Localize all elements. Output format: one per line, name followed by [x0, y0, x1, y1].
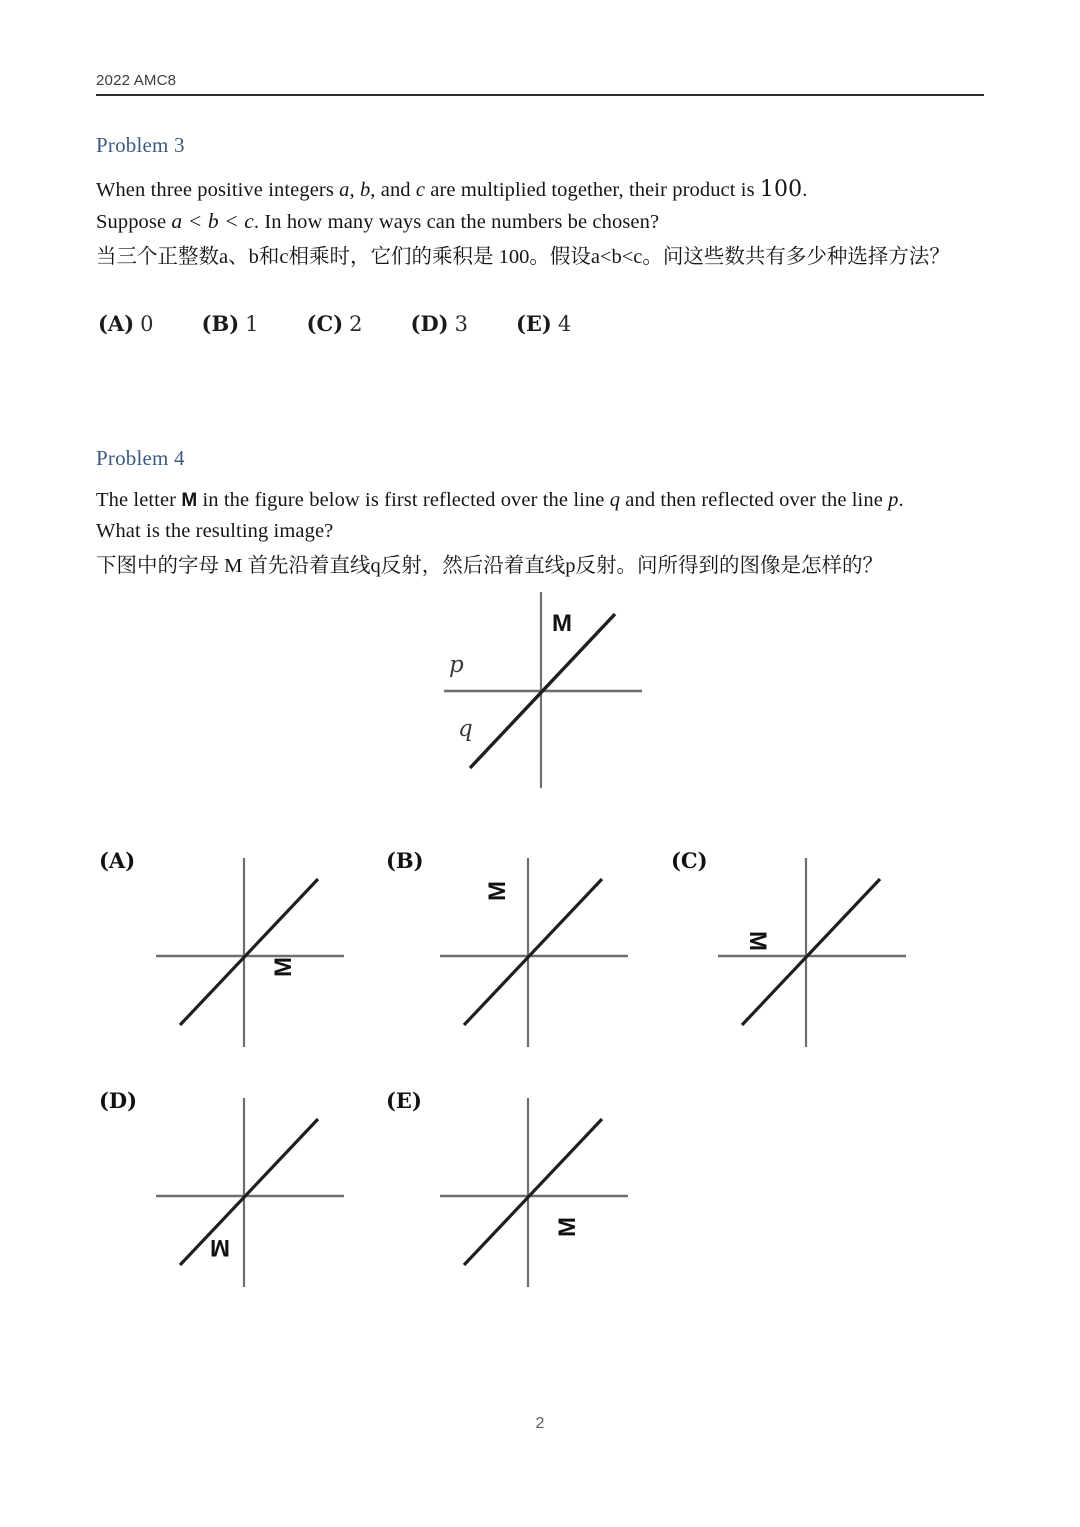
p3-text-4: are multiplied together, their product is — [425, 179, 760, 201]
main-figure — [430, 588, 660, 798]
option-E-figure[interactable] — [432, 1095, 642, 1295]
page-number: 2 — [535, 1415, 545, 1432]
p4-text-5: What is the resulting image? — [96, 520, 334, 542]
option-D-figure[interactable] — [148, 1095, 358, 1295]
problem-4-statement-cn: 下图中的字母 M 首先沿着直线q反射，然后沿着直线p反射。问所得到的图像是怎样的？ — [96, 555, 883, 577]
choice-D[interactable] — [411, 311, 468, 336]
option-D-letter-m: M — [210, 1234, 230, 1261]
choice-E-value: 4 — [557, 312, 572, 336]
option-D-diagonal-line — [180, 1119, 318, 1265]
choice-D-value: 3 — [454, 312, 468, 336]
choice-E[interactable] — [516, 311, 571, 336]
p3-var-a: a — [339, 179, 350, 201]
choice-B-key: (B) — [201, 311, 240, 336]
choice-E-key: (E) — [515, 311, 552, 336]
option-B-figure[interactable] — [432, 855, 642, 1055]
p4-text-3: and then reflected over the line — [620, 489, 889, 511]
option-B-letter-m: M — [484, 881, 511, 901]
option-D-label: (D) — [99, 1088, 138, 1113]
p4-text-2: in the figure below is first reflected over the line — [197, 489, 610, 511]
option-C-label: (C) — [671, 848, 708, 873]
option-E-letter-m: M — [554, 1217, 581, 1237]
p3-text-7: . In how many ways can the numbers be chosen? — [253, 211, 660, 233]
choice-D-key: (D) — [410, 311, 449, 336]
choice-A[interactable] — [98, 311, 154, 336]
option-B-label: (B) — [386, 848, 424, 873]
header-rule — [96, 94, 984, 96]
problem-4-heading: Problem 4 — [96, 446, 185, 470]
p3-text-5: . — [802, 179, 808, 201]
label-q: q — [458, 716, 473, 742]
choice-C[interactable] — [307, 311, 363, 336]
p4-text-1: The letter — [96, 489, 182, 511]
page-header — [96, 72, 984, 96]
choice-C-key: (C) — [306, 311, 344, 336]
label-p: p — [449, 652, 464, 678]
figure-letter-m: M — [552, 610, 572, 637]
p3-text-1: When three positive integers — [96, 179, 340, 201]
option-E-diagonal-line — [464, 1119, 602, 1265]
p3-number-100: 100 — [759, 177, 803, 202]
choice-A-value: 0 — [140, 312, 154, 336]
choice-B[interactable] — [202, 311, 259, 336]
option-A-letter-m: M — [270, 957, 297, 977]
p3-text-6: Suppose — [96, 211, 172, 233]
p4-text-4: . — [898, 489, 904, 511]
running-title: 2022 AMC8 — [96, 72, 177, 89]
option-C-figure[interactable] — [710, 855, 920, 1055]
p4-var-p: p — [888, 489, 899, 511]
problem-4-statement-en — [96, 485, 1006, 547]
choice-C-value: 2 — [349, 312, 363, 336]
problem-3-statement-cn: 当三个正整数a、b和c相乘时，它们的乘积是 100。假设a<b<c。问这些数共有多少种选择方法？ — [96, 246, 950, 268]
problem-3-choices — [98, 311, 619, 336]
problem-3-statement-en — [96, 174, 996, 238]
option-E-label: (E) — [386, 1088, 422, 1113]
p3-text-2: , — [349, 179, 360, 201]
option-A-figure[interactable] — [148, 855, 358, 1055]
choice-B-value: 1 — [245, 312, 259, 336]
option-A-diagonal-line — [180, 879, 318, 1025]
option-A-label: (A) — [99, 848, 136, 873]
p4-letter-m: M — [181, 490, 198, 511]
p4-var-q: q — [609, 489, 621, 511]
problem-3-heading: Problem 3 — [96, 133, 185, 157]
option-C-letter-m: M — [744, 931, 771, 951]
p3-inequality: a < b < c — [171, 209, 254, 233]
p3-var-c: c — [415, 179, 426, 201]
p3-text-3: , and — [370, 179, 416, 201]
option-C-diagonal-line — [742, 879, 880, 1025]
choice-A-key: (A) — [98, 311, 135, 336]
p3-var-b: b — [359, 179, 371, 201]
